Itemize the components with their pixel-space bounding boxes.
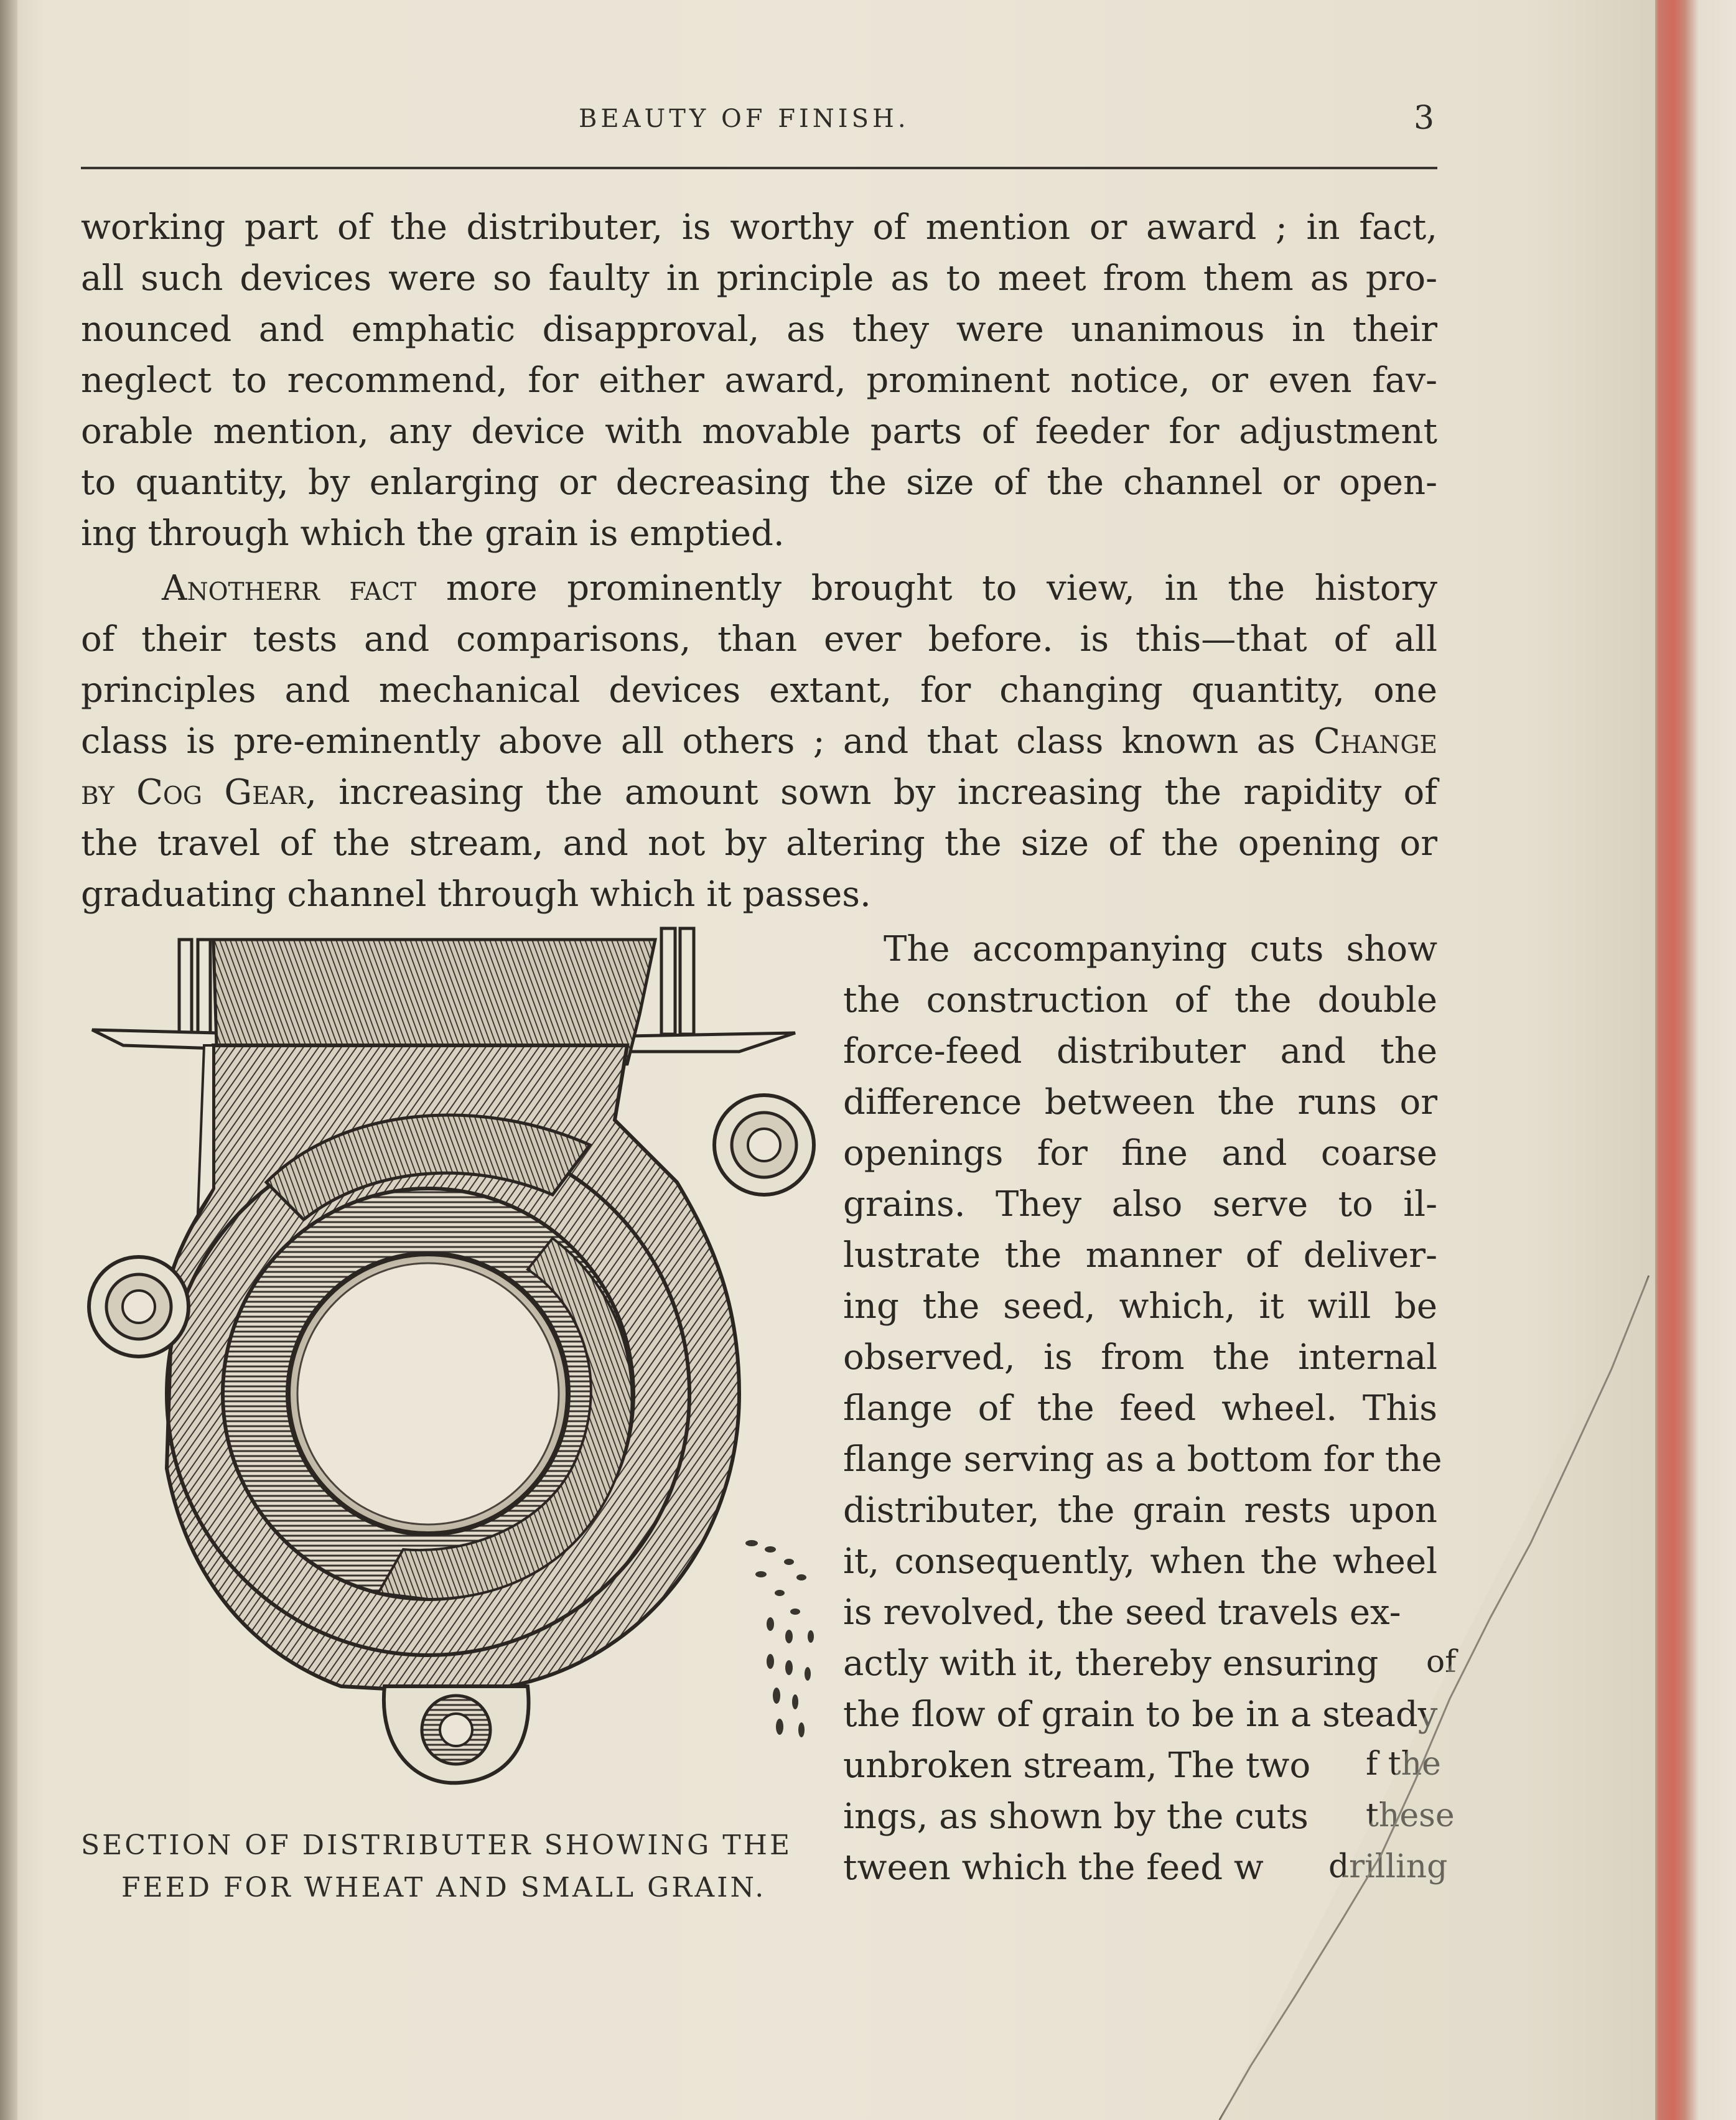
- falling-grain: [745, 1540, 814, 1737]
- paragraph-2-line-5: [81, 767, 1437, 818]
- mounting-lug-left: [89, 1257, 189, 1357]
- side-line: tween which the feed w: [843, 1847, 1264, 1888]
- side-line: is revolved, the seed travels ex-: [843, 1592, 1401, 1633]
- figure-caption-line-1: SECTION OF DISTRIBUTER SHOWING THE: [81, 1829, 793, 1861]
- figure-caption-line-2: FEED FOR WHEAT AND SMALL GRAIN.: [121, 1872, 767, 1903]
- mounting-lug-right: [714, 1095, 814, 1195]
- distributer-section-illustration: [80, 921, 826, 1829]
- fold-text: drilling: [1328, 1848, 1448, 1885]
- fold-text: these: [1366, 1797, 1455, 1834]
- side-line: lustrate the manner of deliver-: [843, 1235, 1437, 1276]
- body-line: orable mention, any device with movable parts of feeder for adjustment: [81, 411, 1437, 452]
- side-line: flange serving as a bottom for the: [843, 1439, 1442, 1480]
- side-line: the construction of the double: [843, 980, 1437, 1020]
- body-line: of their tests and comparisons, than ever before. is this—that of all: [81, 619, 1437, 660]
- body-text: increasing the amount sown by increasing the rapidity of: [316, 772, 1437, 813]
- side-line: actly with it, thereby ensuring: [843, 1643, 1379, 1684]
- side-line: unbroken stream, The two: [843, 1745, 1311, 1786]
- header-rule: [81, 167, 1437, 169]
- running-head: BEAUTY OF FINISH.: [579, 105, 910, 133]
- side-line: the flow of grain to be in a steady: [843, 1694, 1438, 1735]
- side-line: openings for fine and coarse: [843, 1133, 1437, 1174]
- page-number: 3: [1414, 100, 1435, 137]
- spine-shadow: [0, 0, 17, 2120]
- paragraph-2-line-4: [81, 716, 1437, 767]
- emphasis-text: Change: [1314, 721, 1437, 762]
- side-line: ings, as shown by the cuts: [843, 1796, 1309, 1837]
- body-line: graduating channel through which it passes.: [81, 874, 871, 915]
- body-line: to quantity, by enlarging or decreasing the size of the channel or open-: [81, 462, 1437, 503]
- fold-text: f the: [1366, 1745, 1441, 1783]
- side-line: distributer, the grain rests upon: [843, 1490, 1437, 1531]
- side-line: flange of the feed wheel. This: [843, 1388, 1437, 1429]
- side-line: ing the seed, which, it will be: [843, 1286, 1437, 1327]
- side-line: The accompanying cuts show: [884, 929, 1437, 969]
- mounting-lug-bottom: [384, 1686, 529, 1783]
- body-text: more prominently brought to view, in the history: [416, 568, 1438, 609]
- body-line: principles and mechanical devices extant, for changing quantity, one: [81, 670, 1437, 711]
- side-line: difference between the runs or: [843, 1082, 1437, 1123]
- paragraph-lead: Anotherr fact: [162, 568, 417, 609]
- fold-text: of: [1426, 1643, 1457, 1679]
- body-line: working part of the distributer, is worthy of mention or award ; in fact,: [81, 207, 1437, 248]
- page-edge: [1655, 0, 1736, 2120]
- body-line: neglect to recommend, for either award, prominent notice, or even fav-: [81, 360, 1437, 401]
- body-line: all such devices were so faulty in principle as to meet from them as pro-: [81, 258, 1437, 299]
- body-line: ing through which the grain is emptied.: [81, 513, 785, 554]
- side-line: force-feed distributer and the: [843, 1031, 1437, 1072]
- body-text: class is pre-eminently above all others ; and that class known as: [81, 721, 1314, 762]
- emphasis-text: by Cog Gear,: [81, 772, 317, 813]
- side-line: it, consequently, when the wheel: [843, 1541, 1437, 1582]
- paragraph-2-line-1: [81, 563, 1437, 614]
- side-line: grains. They also serve to il-: [843, 1184, 1437, 1225]
- side-line: observed, is from the internal: [843, 1337, 1437, 1378]
- body-line: nounced and emphatic disapproval, as they were unanimous in their: [81, 309, 1437, 350]
- body-line: the travel of the stream, and not by altering the size of the opening or: [81, 823, 1437, 864]
